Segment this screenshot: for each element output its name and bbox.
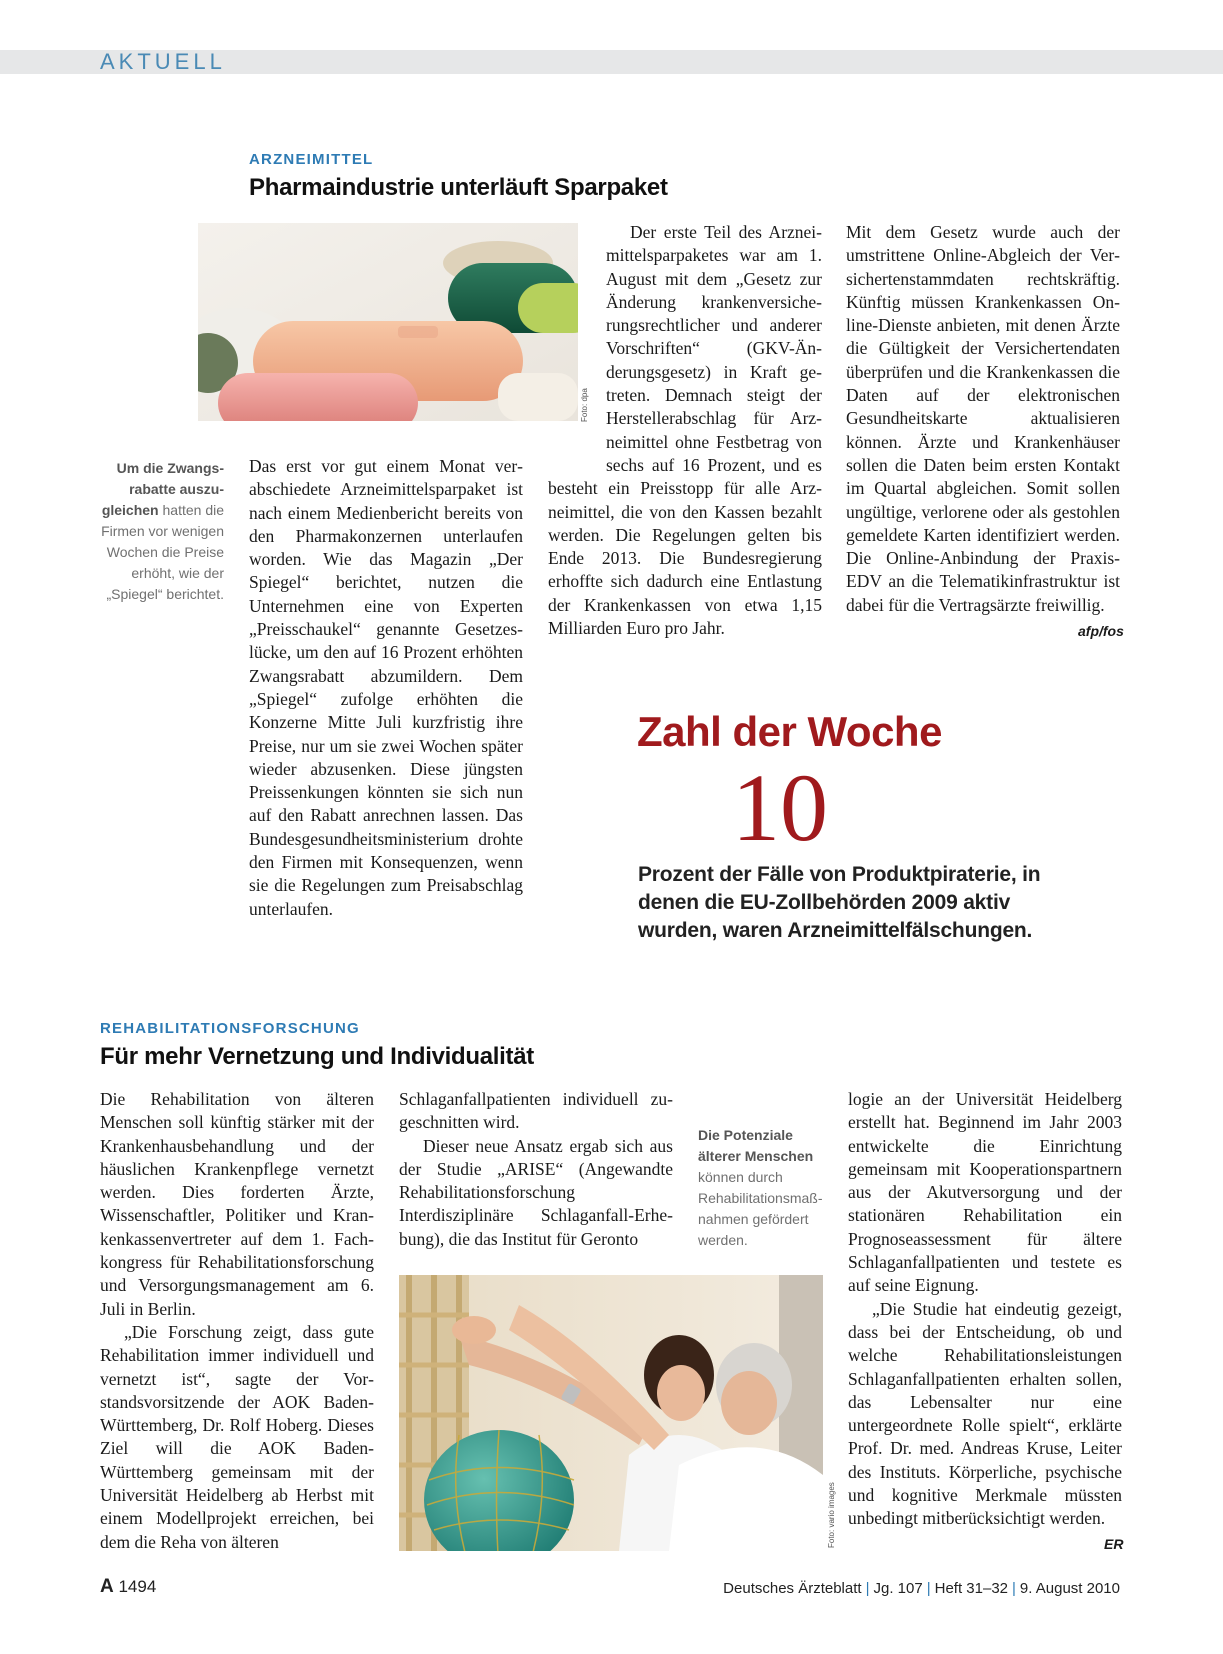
article2-caption-rest: können durch Rehabilitationsmaßnahmen gefördert werden.	[698, 1169, 823, 1248]
article2-column-2	[399, 1088, 673, 1251]
journal-date: 9. August 2010	[1019, 1580, 1120, 1597]
zahl-der-woche-title: Zahl der Woche	[637, 708, 942, 755]
article1-kicker: ARZNEIMITTEL	[249, 151, 374, 168]
article2-kicker: REHABILITATIONSFORSCHUNG	[100, 1020, 360, 1037]
rehab-illustration	[399, 1275, 823, 1551]
article1-column-2	[548, 221, 822, 640]
article2-col1-p1: Die Rehabilitation von älteren Menschen soll künftig stärker mit der Krankenhausbehandlung und der häuslichen Krankenpflege vernetzt werden. Dies forderten Ärzte, Wissenschaftler, Politiker und Krankenkassenvertreter auf dem 1. Fachkongress für Rehabilitationsforschung und Versorgungsmanagement am 6. Juli in Berlin.	[100, 1089, 374, 1319]
page-number-value: 1494	[118, 1577, 157, 1596]
journal-name: Deutsches Ärzteblatt	[723, 1580, 862, 1597]
footer-journal-info: Deutsches Ärzteblatt | Jg. 107 | Heft 31–32 | 9. August 2010	[723, 1580, 1120, 1597]
article2-col1-p2: „Die Forschung zeigt, dass gute Rehabilitation immer individuell und vernetzt ist“, sagte der Vorstandsvorsitzende der AOK Baden-Württemberg, Dr. Rolf Hoberg. Dieses Ziel will die AOK Baden-Württemberg gemeinsam mit der Universität Heidelberg ab Herbst mit einem Modellprojekt erreichen, bei dem die Reha von älteren	[100, 1321, 374, 1552]
journal-volume: Jg. 107	[873, 1580, 923, 1597]
article2-signature: ER	[1104, 1536, 1124, 1552]
pills-photo	[198, 223, 578, 421]
journal-issue: Heft 31–32	[934, 1580, 1008, 1597]
sidebar-caption-rest: hatten die Firmen vor wenigen Wochen die Preise erhöht, wie der „Spiegel“ berichtet.	[101, 502, 224, 602]
article1-photo-credit: Foto: dpa	[580, 388, 589, 422]
article1-col3-text: Mit dem Gesetz wurde auch der umstrittene Online-Abgleich der Versichertenstammdaten rechtskräftig. Künftig müssen Krankenkassen Online-Dienste anbieten, mit denen Ärzte die Gültigkeit der Versichertendaten überprüfen und die Krankenkassen die Daten auf der elektronischen Gesundheitskarte aktualisieren können. Ärzte und Krankenhäuser sollen die Daten beim ersten Kontakt im Quartal abgleichen. Somit sollen ungültige, verlorene oder als gestohlen gemeldete Karten identifiziert werden. Die Online-Anbindung der Praxis-EDV an die Telematikinfrastruktur ist dabei für die Vertragsärzte freiwillig.	[846, 222, 1120, 615]
sidebar-caption-bold: Um die Zwangsrabatte auszugleichen	[101, 460, 224, 518]
article2-column-3	[848, 1088, 1122, 1531]
article2-col3-p1: logie an der Universität Heidelberg erstellt hat. Beginnend im Jahr 2003 entwickelte die Einrichtung gemeinsam mit Kooperationspartnern aus der Akutversorgung und der stationären Rehabilitation ein Prognoseassessment für ältere Schlaganfallpatienten und testete es auf seine Eignung.	[848, 1089, 1122, 1296]
article2-col2-p1: Schlaganfallpatienten individuell zugeschnitten wird.	[399, 1089, 673, 1133]
rehab-photo	[399, 1275, 823, 1551]
article2-headline: Für mehr Vernetzung und Individualität	[100, 1043, 534, 1070]
article2-caption	[698, 1125, 828, 1251]
article1-col1-text: Das erst vor gut einem Monat verabschiedete Arzneimittelsparpaket ist nach einem Medienbericht bereits von den Pharmakonzernen unterlaufen worden. Wie das Magazin „Der Spiegel“ berichtet, nutzen die Unternehmen eine von Experten „Preisschaukel“ genannte Gesetzeslücke, um den auf 16 Prozent erhöhten Zwangsrabatt abzumildern. Dem „Spiegel“ zufolge erhöhten die Konzerne Mitte Juli kurzfristig ihre Preise, nur um sie zwei Wochen später wieder abzusenken. Diese jüngsten Preissenkungen könnten sie sich nun auf den Rabatt anrechnen lassen. Das Bundesgesundheitsministerium drohte den Firmen mit Konsequenzen, wenn sie die Regelungen zum Preisabschlag unterlaufen.	[249, 456, 523, 919]
zahl-der-woche-text: Prozent der Fälle von Produktpiraterie, in denen die EU-Zollbehörden 2009 aktiv wurden, waren Arzneimittelfälschungen.	[638, 863, 1041, 942]
pills-illustration	[198, 223, 578, 421]
article2-caption-bold: Die Potenziale älterer Menschen	[698, 1127, 814, 1164]
article1-column-3	[846, 221, 1120, 617]
article1-signature: afp/fos	[1078, 623, 1124, 639]
article2-column-1	[100, 1088, 374, 1554]
column2-photo-wrap	[548, 221, 606, 455]
section-label: AKTUELL	[100, 49, 226, 74]
page-number	[100, 1576, 156, 1598]
article1-sidebar-caption	[100, 458, 224, 605]
article1-column-1	[249, 455, 523, 921]
article2-photo-credit: Foto: vario images	[827, 1482, 836, 1548]
article2-col3-p2: „Die Studie hat eindeutig gezeigt, dass bei der Entscheidung, ob und welche Rehabilitationsleistungen Schlaganfallpatienten erhalten sollen, das Lebensalter nur eine untergeordnete Rolle spielt“, erklärte Prof. Dr. med. Andreas Kruse, Leiter des Instituts. Körperliche, psychische und kognitive Merkmale müssten unbedingt mitberücksichtigt werden.	[848, 1298, 1122, 1529]
article2-col2-p2: Dieser neue Ansatz ergab sich aus der Studie „ARISE“ (Angewandte Rehabilitationsforschung Interdisziplinäre Schlaganfall-Erhebung), die das Institut für Geronto	[399, 1135, 673, 1249]
article1-col2-text: Der erste Teil des Arzneimittelsparpaketes war am 1. August mit dem „Gesetz zur Änderung krankenversicherungsrechtlicher und anderer Vorschriften“ (GKV-Änderungsgesetz) in Kraft getreten. Demnach steigt der Herstellerabschlag für Arzneimittel ohne Festbetrag von sechs auf 16 Prozent, und es besteht ein Preisstopp für alle Arzneimittel, die von den Kassen bezahlt werden. Die Regelungen gelten bis Ende 2013. Die Bundesregierung erhoffte sich dadurch eine Entlastung der Krankenkassen von etwa 1,15 Milliarden Euro pro Jahr.	[548, 222, 822, 639]
zahl-der-woche-number: 10	[732, 754, 828, 861]
article1-headline: Pharmaindustrie unterläuft Sparpaket	[249, 174, 668, 201]
page-prefix: A	[100, 1576, 114, 1597]
